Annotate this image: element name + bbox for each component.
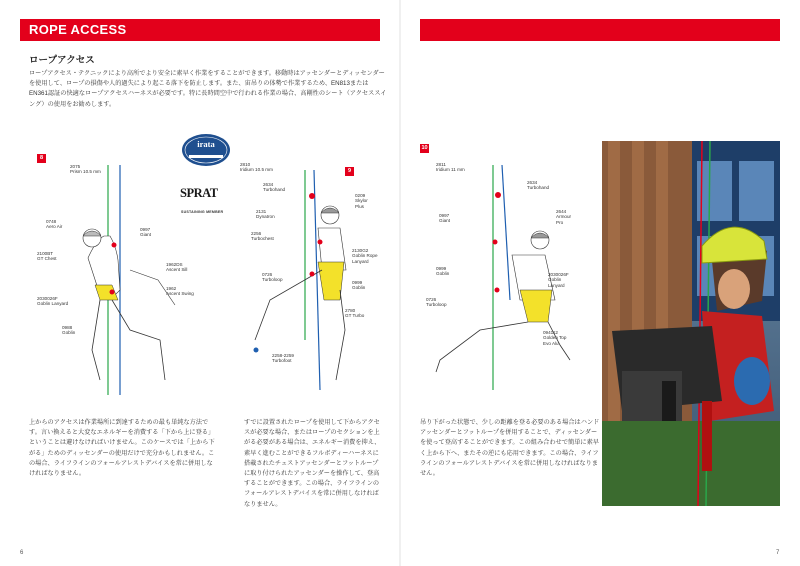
fig3-label: 2644 Armour Pro [556,209,572,225]
intro-paragraph: ロープアクセス・テクニックにより高所でより安全に素早く作業をすることができます。移動時はアッセンダーとディッセンダーを使用して、ロープの損傷や人的過失により起こる落下を防止します。また、宙吊りの体勢で作業するため、EN813または EN361認証の快適なロープアクセスハーネスが必要です。特に長時間空中で行われる作業の場合、高剛性のシート（アクセススイング）の使用をお勧めします。 [29,70,387,108]
fig1-label: 2075 Prism 10.5 mm [70,164,101,175]
sprat-logo: SPRAT [180,186,218,200]
fig1-label: 0988 Goblin [62,325,76,336]
fig2-label: 2780 GT Turbo [345,308,365,319]
fig3-label: 0999 Goblin [436,266,450,277]
fig1-label: 2030026F Goblin Lanyard [37,296,69,307]
fig1-label: 0997 Giant [140,227,151,238]
page-title: ROPE ACCESS [29,22,127,37]
paragraph-top-access: 上からのアクセスは作業場所に到達するための最も単純な方法です。言い換えると大変なエネルギーを消費する「下から上に登る」ということは避けなければいけません。このケースでは「上から下がる」ためのディッセンダーの使用だけで充分かもしれません。この場合、ライフラインのフォールアレストデバイスを常に併用しなければなりません。 [29,419,215,478]
figure-3-badge: 10 [421,145,428,151]
figure-1-drawing [83,165,175,395]
fig2-label: 2810 Iridium 10.5 mm [240,162,273,173]
fig2-label: 2131 Dynatron [256,209,275,220]
fig3-label: 2634 Turbohand [527,180,550,191]
figure-2-badge: 9 [345,167,354,176]
fig3-label: 2030026F Goblin Lanyard [548,272,569,288]
fig2-label: 0726 Turboloop [262,272,283,283]
fig3-label: 0997 Giant [439,213,450,224]
page-number-right: 7 [776,550,780,556]
fig2-label: 2634 Turbohand [263,182,286,193]
fig1-label: 1962 Ascent Swing [166,286,194,297]
photo-rope-access-worker [602,141,780,506]
fig3-label: 0726 Turboloop [426,297,447,308]
sprat-sub: SUSTAINING MEMBER [181,210,224,214]
fig2-label: 2256 Turbochest [251,231,274,242]
fig2-label: 2130G2 Goblin Rope Lanyard [352,248,378,264]
fig1-label: 1962DS Ascent Sill [166,262,188,273]
fig1-label: 2100BT GT Chest [37,251,57,262]
fig2-label: 0209 Skylor Plus [355,193,368,209]
page-number-left: 6 [20,550,24,556]
section-heading: ロープアクセス [29,55,95,66]
irata-logo-text: irata [197,139,215,149]
paragraph-suspended-climb: 吊り下がった状態で、少しの距離を登る必要のある場合はハンドアッセンダーとフットループを併用することで、ディッセンダーを使って登高することができます。この組み合わせで簡単に素早く上から下へ、またその逆にも応用できます。この場合、ライフラインのフォールアレストデバイスを常に併用しなければなりません。 [420,419,600,478]
fig2-label: 2258-2259 Turbofoot [272,353,294,364]
fig3-label: 094112 Golden Top Evo Alu [543,330,567,346]
fig2-label: 0999 Goblin [352,280,366,291]
fig3-label: 2811 Iridium 11 mm [436,162,465,173]
fig1-label: 0748 Aero Air [46,219,63,230]
paragraph-bottom-access: すでに設置されたロープを使用して下からアクセスが必要な場合、またはロープのセクションを上がる必要がある場合は、エネルギー消費を抑え、素早く進むことができるフルボディーハーネスに搭載されたチェストアッセンダーとフットループに取り付けられたアッセンダーを操作して、登高することができます。この場合、ライフラインのフォールアレストデバイスを常に併用しなければなりません。 [244,419,381,508]
figure-1-badge: 8 [37,154,46,163]
